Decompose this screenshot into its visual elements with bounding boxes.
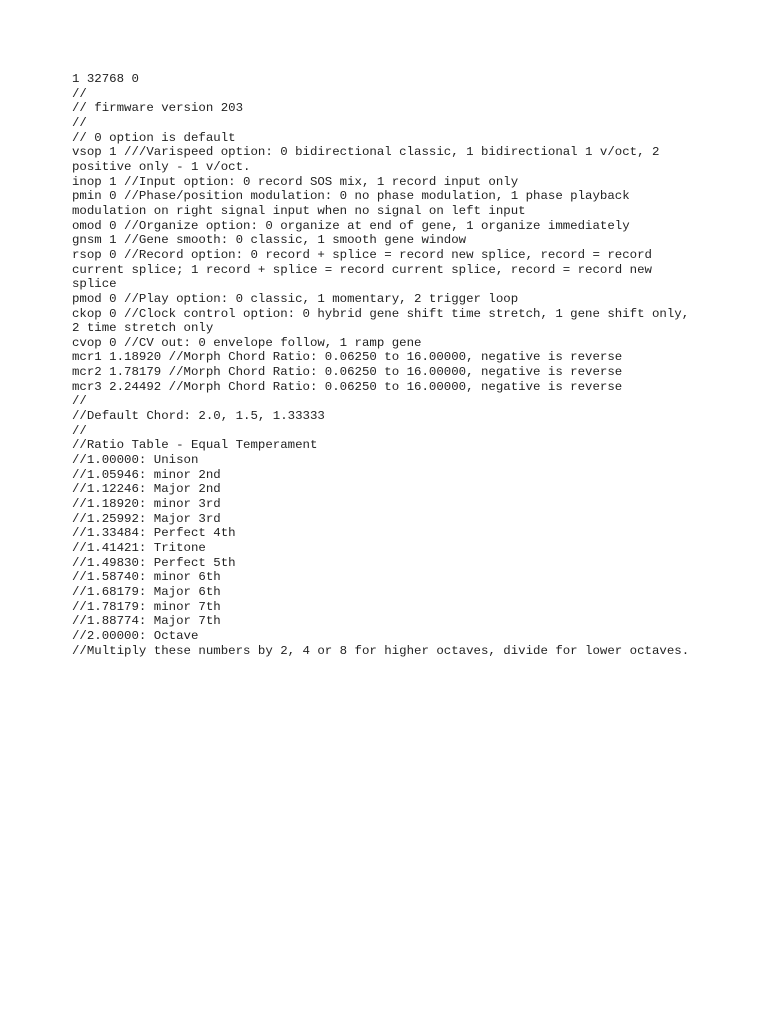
config-line: ckop 0 //Clock control option: 0 hybrid gene shift time stretch, 1 gene shift only, bbox=[72, 306, 690, 321]
config-line: // bbox=[72, 115, 87, 130]
config-line: gnsm 1 //Gene smooth: 0 classic, 1 smooth gene window bbox=[72, 233, 467, 248]
config-line: //1.00000: Unison bbox=[72, 453, 199, 468]
config-line: // firmware version 203 bbox=[72, 101, 244, 116]
config-line: // 0 option is default bbox=[72, 130, 236, 145]
config-line: //1.18920: minor 3rd bbox=[72, 497, 221, 512]
config-line: //1.25992: Major 3rd bbox=[72, 511, 221, 526]
config-line: //1.58740: minor 6th bbox=[72, 570, 221, 585]
config-line: splice bbox=[72, 277, 117, 292]
config-line: mcr2 1.78179 //Morph Chord Ratio: 0.06250 to 16.00000, negative is reverse bbox=[72, 365, 623, 380]
config-line: //1.41421: Tritone bbox=[72, 541, 206, 555]
config-line: 1 32768 0 bbox=[72, 72, 139, 86]
config-line: //Multiply these numbers by 2, 4 or 8 for higher octaves, divide for lower octaves. bbox=[72, 643, 690, 658]
config-line: inop 1 //Input option: 0 record SOS mix, 1 record input only bbox=[72, 174, 519, 189]
config-line: vsop 1 ///Varispeed option: 0 bidirectional classic, 1 bidirectional 1 v/oct, 2 bbox=[72, 145, 660, 160]
config-line: // bbox=[72, 86, 87, 101]
config-line: current splice; 1 record + splice = record current splice, record = record new bbox=[72, 262, 652, 277]
config-line: //Default Chord: 2.0, 1.5, 1.33333 bbox=[72, 409, 325, 424]
config-line: //1.88774: Major 7th bbox=[72, 614, 221, 629]
config-line: mcr3 2.24492 //Morph Chord Ratio: 0.06250 to 16.00000, negative is reverse bbox=[72, 379, 623, 394]
config-line: positive only - 1 v/oct. bbox=[72, 159, 251, 174]
config-line: // bbox=[72, 394, 87, 409]
config-line: pmin 0 //Phase/position modulation: 0 no phase modulation, 1 phase playback bbox=[72, 189, 630, 204]
config-line: 2 time stretch only bbox=[72, 321, 214, 336]
config-line: cvop 0 //CV out: 0 envelope follow, 1 ramp gene bbox=[72, 335, 422, 350]
config-line: //1.49830: Perfect 5th bbox=[72, 555, 236, 570]
config-line: mcr1 1.18920 //Morph Chord Ratio: 0.06250 to 16.00000, negative is reverse bbox=[72, 350, 623, 365]
config-line: //1.12246: Major 2nd bbox=[72, 482, 221, 497]
config-line: omod 0 //Organize option: 0 organize at end of gene, 1 organize immediately bbox=[72, 218, 630, 233]
firmware-config-text bbox=[72, 72, 732, 658]
config-line: //1.78179: minor 7th bbox=[72, 599, 221, 614]
config-line: //2.00000: Octave bbox=[72, 628, 199, 643]
config-line: //1.68179: Major 6th bbox=[72, 584, 221, 599]
config-line: pmod 0 //Play option: 0 classic, 1 momentary, 2 trigger loop bbox=[72, 291, 519, 306]
config-line: // bbox=[72, 423, 87, 438]
config-line: //Ratio Table - Equal Temperament bbox=[72, 438, 318, 453]
config-line: rsop 0 //Record option: 0 record + splice = record new splice, record = record bbox=[72, 247, 652, 262]
config-line: modulation on right signal input when no signal on left input bbox=[72, 203, 526, 218]
config-line: //1.05946: minor 2nd bbox=[72, 467, 221, 482]
config-line: //1.33484: Perfect 4th bbox=[72, 526, 236, 541]
